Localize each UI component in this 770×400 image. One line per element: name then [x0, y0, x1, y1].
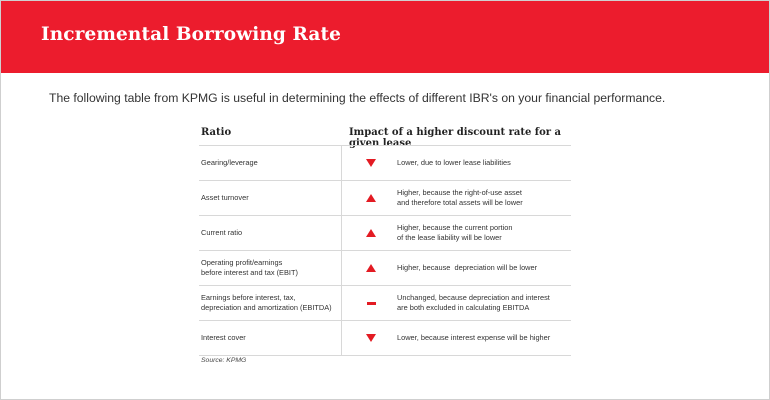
ratio-cell: Asset turnover [201, 181, 342, 215]
table-row [199, 216, 571, 251]
impact-indicator [364, 286, 378, 320]
ratio-cell: Interest cover [201, 321, 342, 355]
table-row [199, 321, 571, 356]
table-row [199, 251, 571, 286]
page-title: Incremental Borrowing Rate [41, 24, 341, 45]
impact-cell: Higher, because depreciation will be lower [397, 263, 538, 272]
title-banner [1, 1, 769, 73]
impact-cell: Unchanged, because depreciation and interest are both excluded in calculating EBITDA [397, 293, 550, 312]
ibr-impact-table [199, 121, 571, 356]
intro-text: The following table from KPMG is useful in determining the effects of different IBR's on your financial performance. [49, 91, 666, 105]
header-impact: Impact of a higher discount rate for a given lease [349, 127, 562, 149]
impact-cell: Lower, due to lower lease liabilities [397, 158, 511, 167]
impact-indicator [364, 146, 378, 180]
impact-cell: Higher, because the current portion of the lease liability will be lower [397, 223, 513, 242]
dash-icon [367, 302, 376, 305]
table-body [199, 145, 571, 356]
table-row [199, 181, 571, 216]
arrow-down-icon [366, 159, 376, 167]
source-note: Source: KPMG [201, 357, 247, 364]
table-row [199, 146, 571, 181]
ratio-cell: Current ratio [201, 216, 342, 250]
impact-indicator [364, 321, 378, 355]
ratio-cell: Operating profit/earnings before interest and tax (EBIT) [201, 251, 342, 285]
impact-indicator [364, 251, 378, 285]
header-ratio: Ratio [201, 127, 232, 138]
arrow-up-icon [366, 264, 376, 272]
ratio-cell: Gearing/leverage [201, 146, 342, 180]
impact-cell: Higher, because the right-of-use asset and therefore total assets will be lower [397, 188, 523, 207]
impact-cell: Lower, because interest expense will be higher [397, 333, 551, 342]
ratio-cell: Earnings before interest, tax, depreciation and amortization (EBITDA) [201, 286, 342, 320]
table-header [199, 121, 571, 149]
arrow-down-icon [366, 334, 376, 342]
impact-indicator [364, 181, 378, 215]
table-row [199, 286, 571, 321]
arrow-up-icon [366, 229, 376, 237]
arrow-up-icon [366, 194, 376, 202]
impact-indicator [364, 216, 378, 250]
